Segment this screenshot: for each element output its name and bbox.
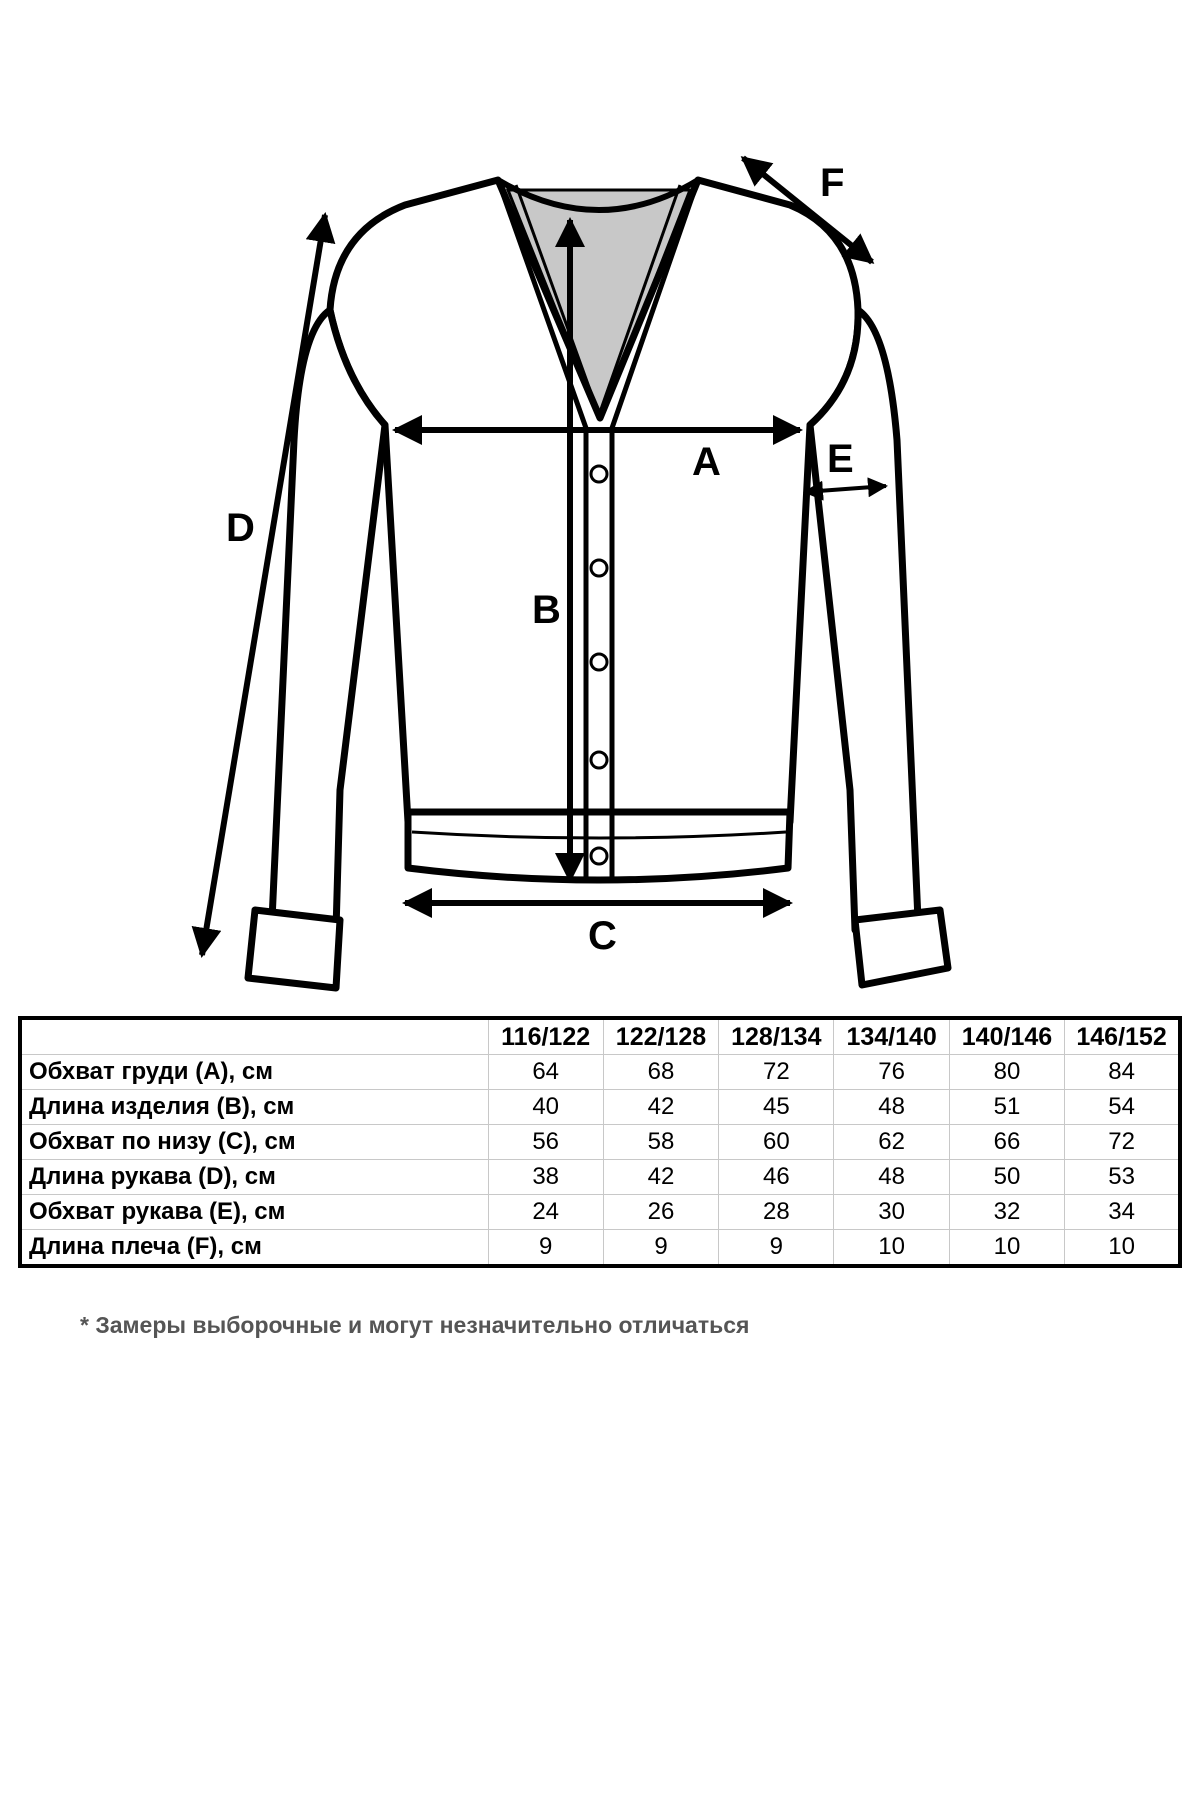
label-d: D xyxy=(226,506,255,550)
table-cell: 32 xyxy=(949,1195,1064,1230)
table-row xyxy=(20,1160,1180,1195)
table-cell: 34 xyxy=(1065,1195,1180,1230)
table-cell: 10 xyxy=(949,1230,1064,1267)
table-cell: 53 xyxy=(1065,1160,1180,1195)
table-cell: 9 xyxy=(603,1230,718,1267)
row-label: Обхват рукава (E), см xyxy=(20,1195,488,1230)
row-label: Длина плеча (F), см xyxy=(20,1230,488,1267)
right-cuff xyxy=(855,910,948,985)
table-row xyxy=(20,1195,1180,1230)
table-cell: 42 xyxy=(603,1090,718,1125)
row-label: Обхват груди (А), см xyxy=(20,1055,488,1090)
size-header-cell: 140/146 xyxy=(949,1018,1064,1055)
table-cell: 26 xyxy=(603,1195,718,1230)
left-sleeve xyxy=(272,310,385,930)
table-cell: 56 xyxy=(488,1125,603,1160)
table-row xyxy=(20,1230,1180,1267)
hem-band xyxy=(408,812,790,880)
left-cuff xyxy=(248,910,340,988)
table-cell: 76 xyxy=(834,1055,949,1090)
row-label: Длина изделия (В), см xyxy=(20,1090,488,1125)
table-cell: 72 xyxy=(1065,1125,1180,1160)
table-cell: 50 xyxy=(949,1160,1064,1195)
table-cell: 84 xyxy=(1065,1055,1180,1090)
button-1 xyxy=(591,466,607,482)
table-cell: 45 xyxy=(719,1090,834,1125)
table-cell: 42 xyxy=(603,1160,718,1195)
size-table xyxy=(18,1016,1182,1268)
table-cell: 66 xyxy=(949,1125,1064,1160)
label-a: A xyxy=(692,440,721,484)
table-cell: 38 xyxy=(488,1160,603,1195)
table-cell: 58 xyxy=(603,1125,718,1160)
table-cell: 46 xyxy=(719,1160,834,1195)
table-cell: 72 xyxy=(719,1055,834,1090)
table-cell: 10 xyxy=(1065,1230,1180,1267)
footnote: * Замеры выборочные и могут незначительно отличаться xyxy=(80,1312,750,1338)
row-label: Обхват по низу (С), см xyxy=(20,1125,488,1160)
size-header-cell: 122/128 xyxy=(603,1018,718,1055)
table-cell: 40 xyxy=(488,1090,603,1125)
button-5 xyxy=(591,848,607,864)
table-cell: 24 xyxy=(488,1195,603,1230)
label-b: B xyxy=(532,588,561,632)
button-3 xyxy=(591,654,607,670)
table-cell: 9 xyxy=(488,1230,603,1267)
table-cell: 10 xyxy=(834,1230,949,1267)
table-cell: 64 xyxy=(488,1055,603,1090)
size-header-cell: 146/152 xyxy=(1065,1018,1180,1055)
table-cell: 60 xyxy=(719,1125,834,1160)
row-label: Длина рукава (D), см xyxy=(20,1160,488,1195)
table-row xyxy=(20,1090,1180,1125)
table-row xyxy=(20,1055,1180,1090)
table-cell: 48 xyxy=(834,1090,949,1125)
table-cell: 30 xyxy=(834,1195,949,1230)
table-cell: 54 xyxy=(1065,1090,1180,1125)
label-f: F xyxy=(820,161,845,205)
table-cell: 62 xyxy=(834,1125,949,1160)
table-cell: 68 xyxy=(603,1055,718,1090)
size-header-row xyxy=(20,1018,1180,1055)
size-header-cell: 134/140 xyxy=(834,1018,949,1055)
size-header-corner xyxy=(20,1018,488,1055)
button-4 xyxy=(591,752,607,768)
right-sleeve xyxy=(810,310,918,930)
label-e: E xyxy=(827,437,854,481)
button-2 xyxy=(591,560,607,576)
label-c: C xyxy=(588,914,617,958)
table-cell: 48 xyxy=(834,1160,949,1195)
table-cell: 51 xyxy=(949,1090,1064,1125)
table-cell: 9 xyxy=(719,1230,834,1267)
table-row xyxy=(20,1125,1180,1160)
table-cell: 80 xyxy=(949,1055,1064,1090)
cardigan-outline xyxy=(248,180,948,988)
size-header-cell: 128/134 xyxy=(719,1018,834,1055)
size-header-cell: 116/122 xyxy=(488,1018,603,1055)
table-cell: 28 xyxy=(719,1195,834,1230)
